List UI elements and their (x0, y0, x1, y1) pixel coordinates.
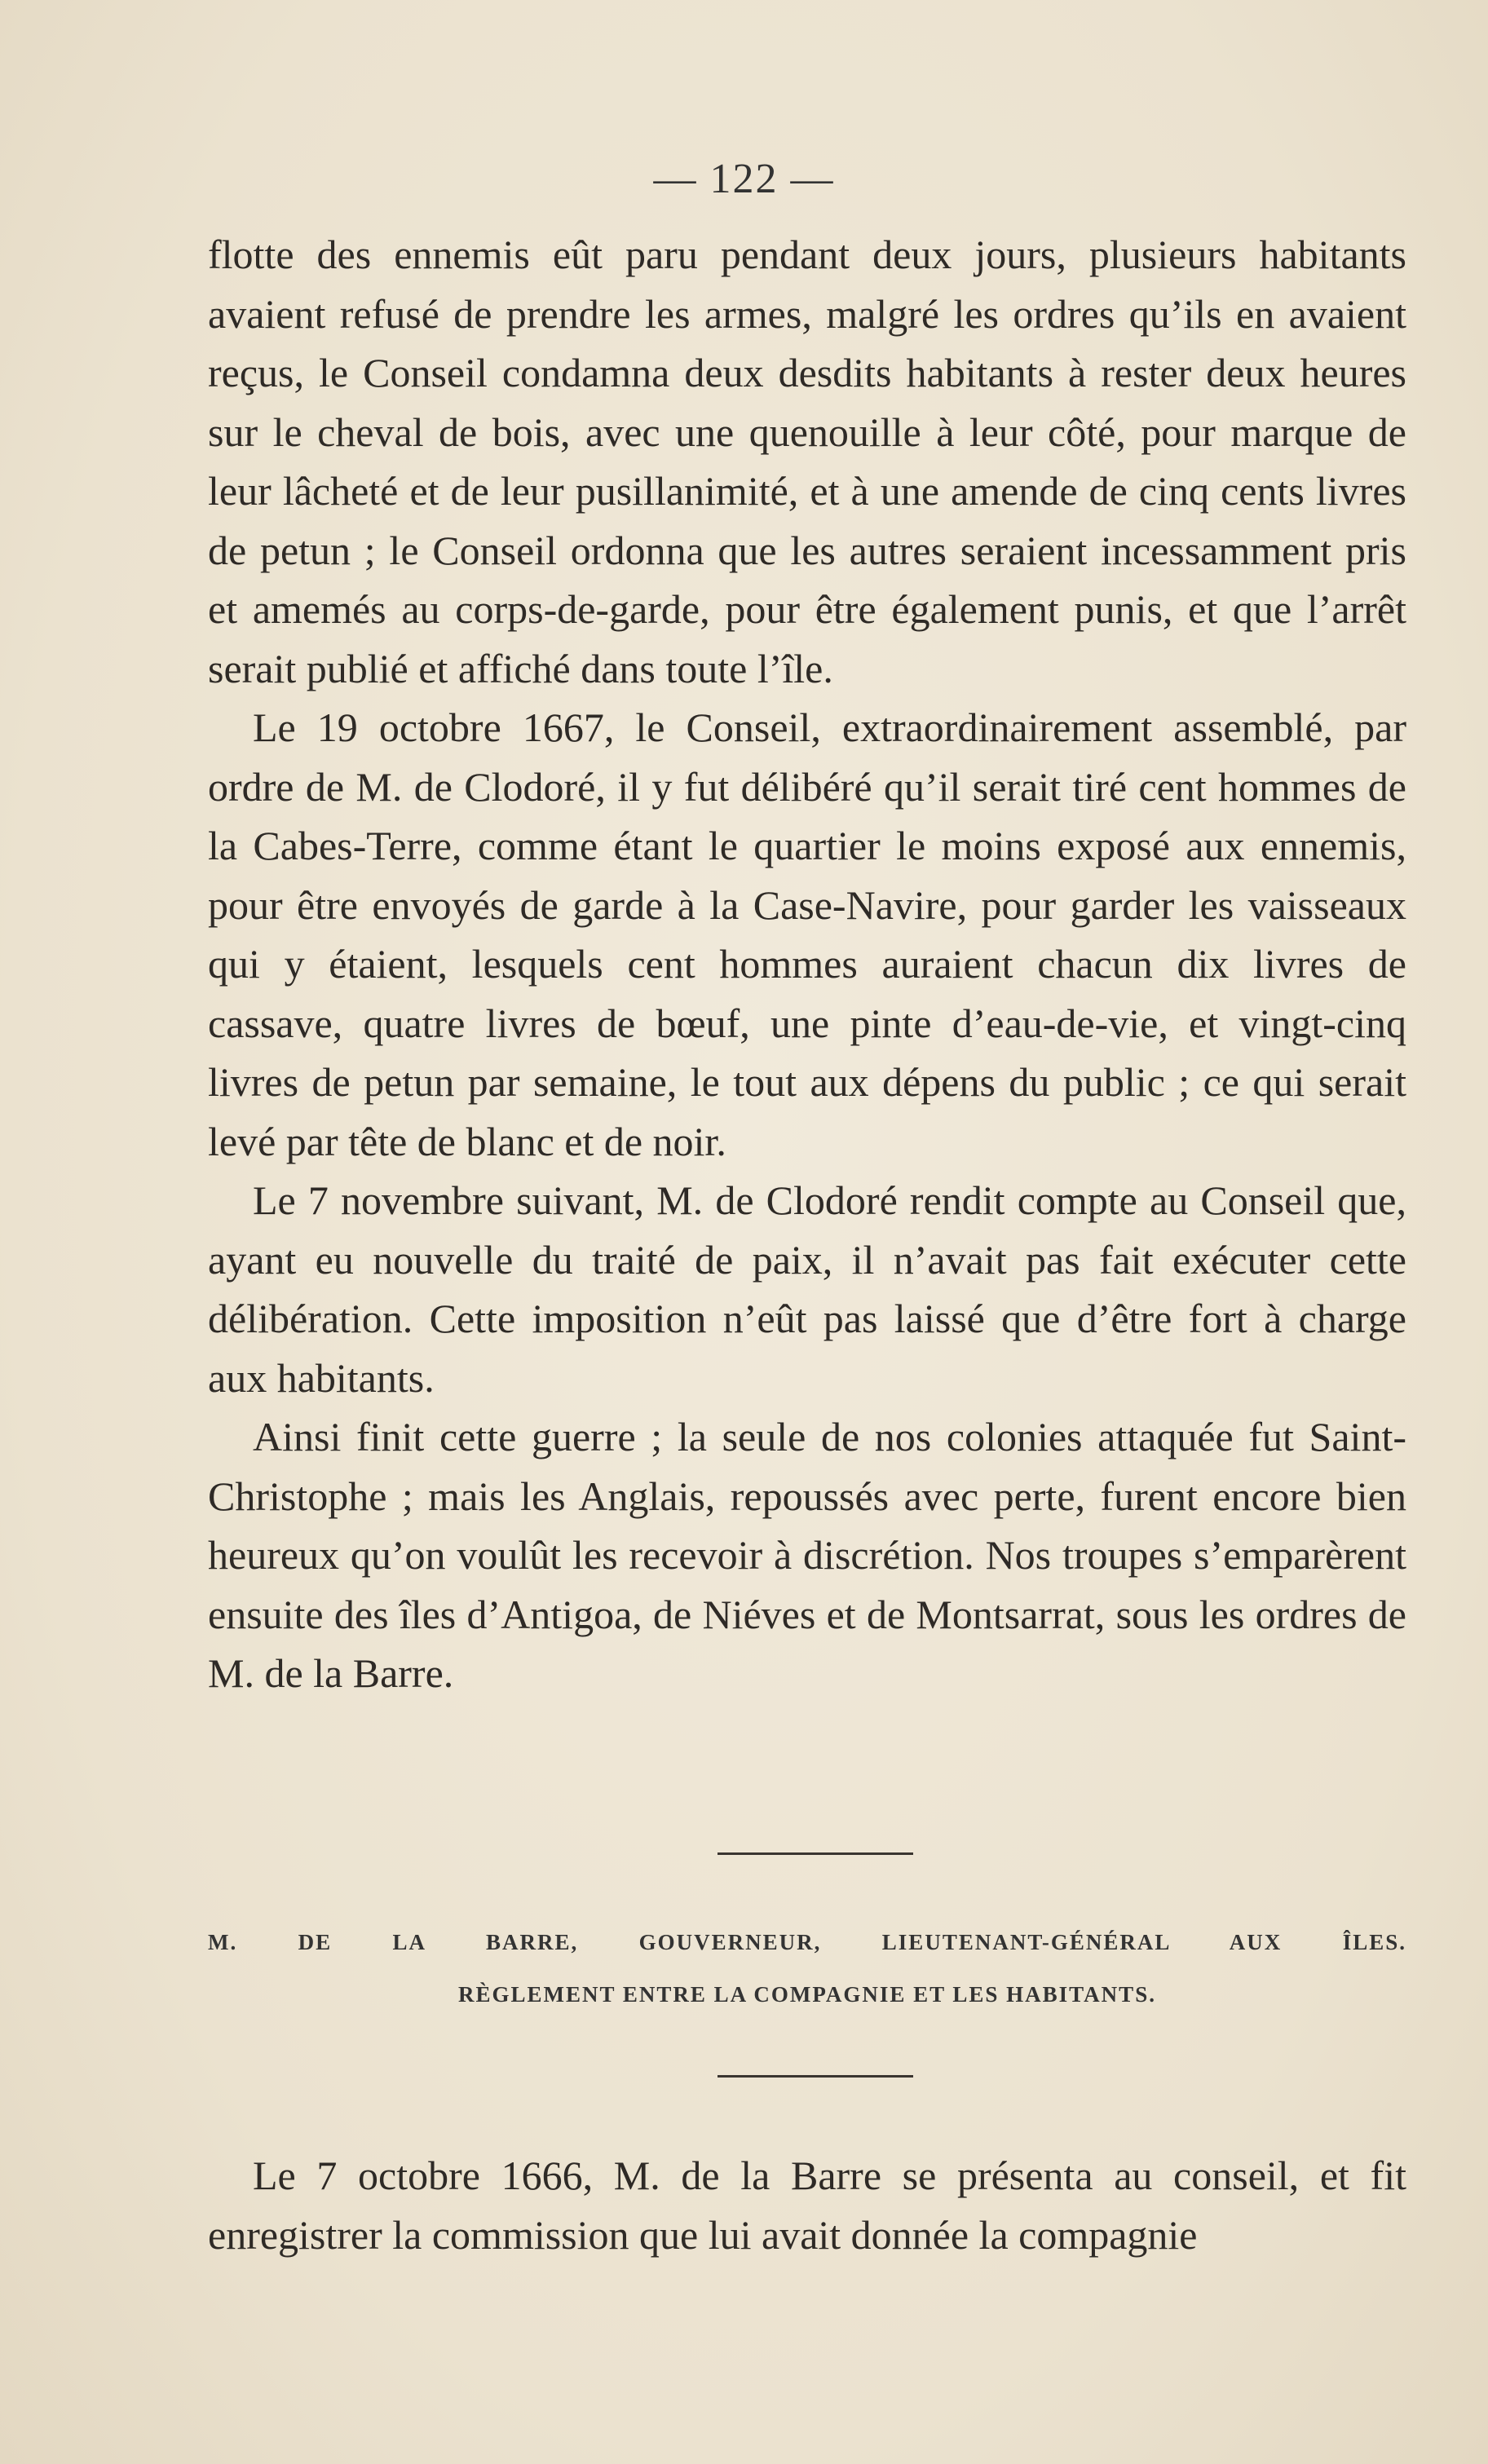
main-text (208, 225, 1406, 1703)
paragraph-1: flotte des ennemis eût paru pendant deux jours, plusieurs habitants avaient refusé de prendre les armes, malgré les ordres qu’ils en avaient reçus, le Conseil condamna deux desdits habitants à rester deux heures sur le cheval de bois, avec une quenouille à leur côté, pour marque de leur lâcheté et de leur pusillanimité, et à une amende de cinq cents livres de petun ; le Conseil ordonna que les autres seraient incessamment pris et amemés au corps-de-garde, pour être également punis, et que l’arrêt serait publié et affiché dans toute l’île. (208, 232, 1406, 691)
separator-rule-top (718, 1852, 913, 1855)
separator-rule-bottom (718, 2075, 913, 2078)
page-number: — 122 — (653, 156, 835, 202)
section-heading (208, 1916, 1406, 2020)
paragraph-3: Le 7 novembre suivant, M. de Clodoré rendit compte au Conseil que, ayant eu nouvelle du traité de paix, il n’avait pas fait exécuter cette délibération. Cette imposition n’eût pas laissé que d’être fort à charge aux habitants. (208, 1177, 1406, 1401)
paragraph-4: Ainsi finit cette guerre ; la seule de nos colonies attaquée fut Saint-Christophe ; mais les Anglais, repoussés avec perte, furent encore bien heureux qu’on voulût les recevoir à discrétion. Nos troupes s’emparèrent ensuite des îles d’Antigoa, de Niéves et de Montsarrat, sous les ordres de M. de la Barre. (208, 1414, 1406, 1696)
section-heading-line-1: M. DE LA BARRE, GOUVERNEUR, LIEUTENANT-GÉNÉRAL AUX ÎLES. (208, 1930, 1406, 1954)
paragraph-5: Le 7 octobre 1666, M. de la Barre se présenta au conseil, et fit enregistrer la commission que lui avait donnée la compagnie (208, 2153, 1406, 2258)
main-text-continued (208, 2146, 1406, 2264)
section-heading-line-2: RÈGLEMENT ENTRE LA COMPAGNIE ET LES HABITANTS. (458, 1982, 1156, 2007)
paragraph-2: Le 19 octobre 1667, le Conseil, extraordinairement assemblé, par ordre de M. de Clodoré, il y fut délibéré qu’il serait tiré cent hommes de la Cabes-Terre, comme étant le quartier le moins exposé aux ennemis, pour être envoyés de garde à la Case-Navire, pour garder les vaisseaux qui y étaient, lesquels cent hommes auraient chacun dix livres de cassave, quatre livres de bœuf, une pinte d’eau-de-vie, et vingt-cinq livres de petun par semaine, le tout aux dépens du public ; ce qui serait levé par tête de blanc et de noir. (208, 704, 1406, 1164)
